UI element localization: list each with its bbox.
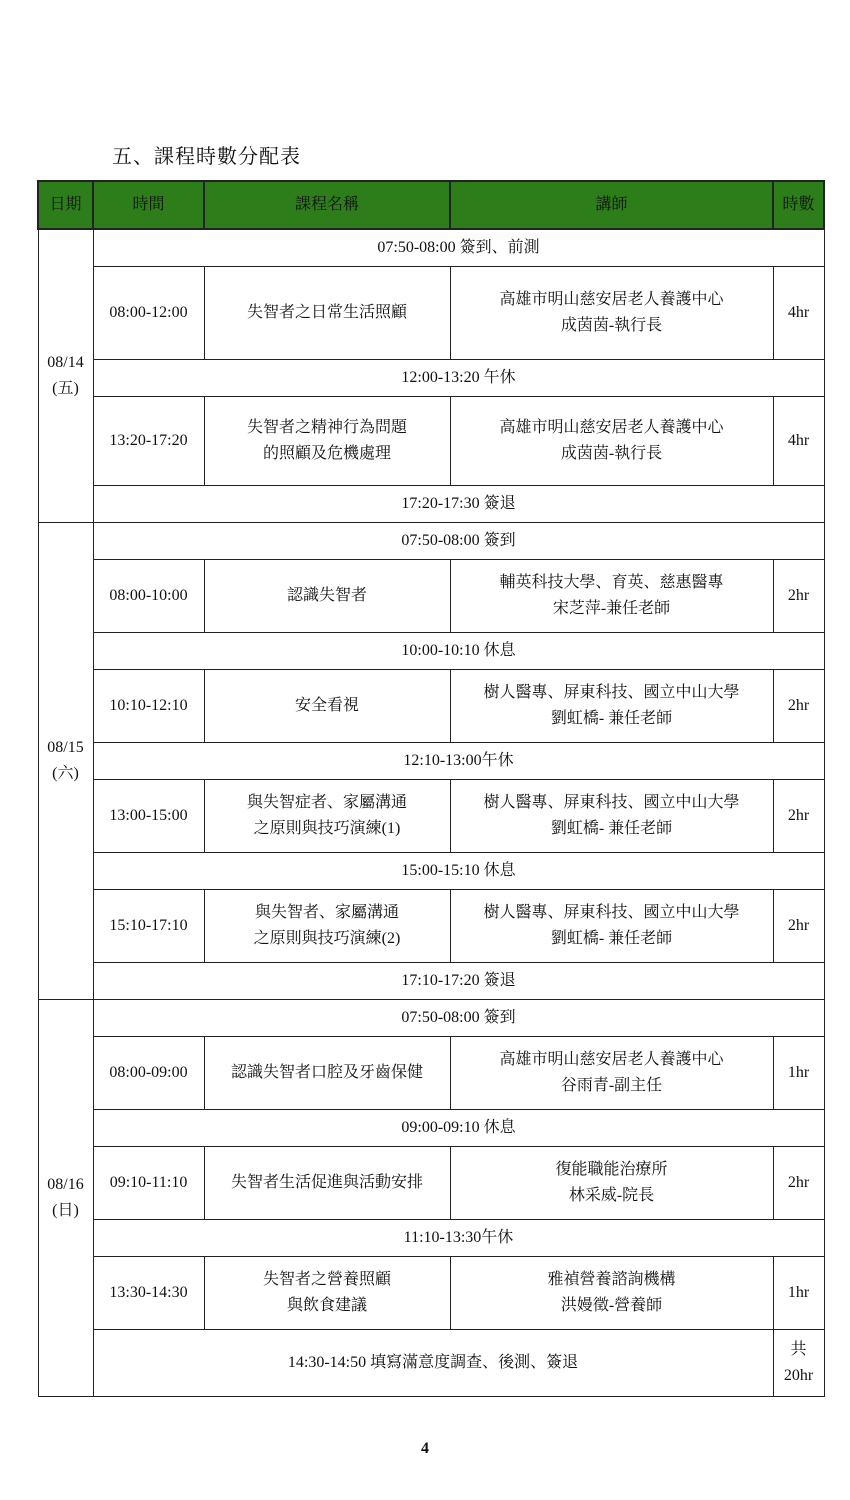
section-title: 五、課程時數分配表 bbox=[112, 146, 301, 168]
break-row bbox=[38, 1220, 824, 1257]
lecture-row bbox=[38, 560, 824, 633]
hours-cell: 2hr bbox=[773, 780, 824, 853]
header-time: 時間 bbox=[93, 181, 204, 229]
course-cell bbox=[204, 1257, 450, 1330]
lecturer-org: 樹人醫專、屏東科技、國立中山大學 bbox=[483, 904, 740, 922]
total-label: 共 bbox=[790, 1341, 807, 1359]
break-text: 07:50-08:00 簽到、前測 bbox=[93, 229, 824, 267]
break-row bbox=[38, 229, 824, 267]
course-cell bbox=[204, 397, 450, 486]
time-cell: 09:10-11:10 bbox=[93, 1147, 204, 1220]
lecturer-org: 高雄市明山慈安居老人養護中心 bbox=[499, 419, 724, 437]
lecturer-cell bbox=[450, 267, 773, 360]
course-cell bbox=[204, 1037, 450, 1110]
lecturer-cell bbox=[450, 1147, 773, 1220]
course-cell bbox=[204, 267, 450, 360]
hours-cell: 2hr bbox=[773, 890, 824, 963]
hours-cell: 1hr bbox=[773, 1257, 824, 1330]
break-text: 17:10-17:20 簽退 bbox=[93, 963, 824, 1000]
course-cell bbox=[204, 560, 450, 633]
break-text: 15:00-15:10 休息 bbox=[93, 853, 824, 890]
course-line-2: 之原則與技巧演練(2) bbox=[253, 930, 401, 947]
schedule-table bbox=[37, 180, 825, 1397]
break-row bbox=[38, 523, 824, 560]
lecturer-name: 林采威-院長 bbox=[568, 1187, 655, 1204]
header-course: 課程名稱 bbox=[204, 181, 450, 229]
lecturer-org: 高雄市明山慈安居老人養護中心 bbox=[499, 291, 724, 309]
break-text: 09:00-09:10 休息 bbox=[93, 1110, 824, 1147]
course-line-1: 認識失智者 bbox=[286, 587, 367, 605]
lecturer-name: 劉虹橋- 兼任老師 bbox=[550, 710, 673, 727]
date-value: 08/14 bbox=[47, 354, 84, 372]
date-cell bbox=[38, 523, 93, 1000]
lecture-row bbox=[38, 397, 824, 486]
lecturer-name: 谷雨青-副主任 bbox=[560, 1077, 663, 1094]
lecturer-cell bbox=[450, 780, 773, 853]
header-lecturer: 講師 bbox=[450, 181, 773, 229]
lecturer-name: 宋芝萍-兼任老師 bbox=[552, 600, 671, 617]
time-cell: 10:10-12:10 bbox=[93, 670, 204, 743]
lecturer-org: 復能職能治療所 bbox=[555, 1161, 668, 1179]
date-cell bbox=[38, 1000, 93, 1397]
table-header-row bbox=[38, 181, 824, 229]
lecturer-name: 洪嫚徵-營養師 bbox=[560, 1297, 663, 1314]
weekday-value: (六) bbox=[52, 765, 79, 782]
final-row bbox=[38, 1330, 824, 1397]
course-line-2: 的照顧及危機處理 bbox=[262, 445, 391, 462]
course-line-1: 失智者之精神行為問題 bbox=[246, 419, 407, 437]
final-text: 14:30-14:50 填寫滿意度調查、後測、簽退 bbox=[93, 1330, 773, 1397]
course-line-1: 安全看視 bbox=[294, 697, 359, 715]
hours-cell: 2hr bbox=[773, 560, 824, 633]
course-line-1: 失智者生活促進與活動安排 bbox=[230, 1174, 423, 1192]
lecturer-org: 高雄市明山慈安居老人養護中心 bbox=[499, 1051, 724, 1069]
break-row bbox=[38, 963, 824, 1000]
break-row bbox=[38, 1000, 824, 1037]
break-row bbox=[38, 743, 824, 780]
lecturer-org: 樹人醫專、屏東科技、國立中山大學 bbox=[483, 794, 740, 812]
lecturer-name: 劉虹橋- 兼任老師 bbox=[550, 820, 673, 837]
break-text: 12:00-13:20 午休 bbox=[93, 360, 824, 397]
page-number: 4 bbox=[421, 1440, 429, 1457]
course-cell bbox=[204, 670, 450, 743]
hours-cell: 4hr bbox=[773, 267, 824, 360]
break-text: 07:50-08:00 簽到 bbox=[93, 523, 824, 560]
time-cell: 13:20-17:20 bbox=[93, 397, 204, 486]
hours-cell: 2hr bbox=[773, 1147, 824, 1220]
date-value: 08/16 bbox=[47, 1176, 84, 1194]
break-row bbox=[38, 486, 824, 523]
course-line-1: 認識失智者口腔及牙齒保健 bbox=[230, 1064, 423, 1082]
lecture-row bbox=[38, 1037, 824, 1110]
header-date: 日期 bbox=[38, 181, 93, 229]
break-text: 10:00-10:10 休息 bbox=[93, 633, 824, 670]
lecturer-cell bbox=[450, 560, 773, 633]
course-line-2: 與飲食建議 bbox=[286, 1297, 367, 1314]
break-text: 17:20-17:30 簽退 bbox=[93, 486, 824, 523]
header-hours: 時數 bbox=[773, 181, 824, 229]
total-hours-cell bbox=[773, 1330, 824, 1397]
course-cell bbox=[204, 1147, 450, 1220]
time-cell: 15:10-17:10 bbox=[93, 890, 204, 963]
lecture-row bbox=[38, 267, 824, 360]
lecturer-cell bbox=[450, 890, 773, 963]
lecture-row bbox=[38, 890, 824, 963]
hours-cell: 1hr bbox=[773, 1037, 824, 1110]
schedule-body bbox=[38, 229, 824, 1397]
date-cell bbox=[38, 229, 93, 523]
course-line-2: 之原則與技巧演練(1) bbox=[253, 820, 401, 837]
course-line-1: 與失智者、家屬溝通 bbox=[254, 904, 399, 922]
course-line-1: 與失智症者、家屬溝通 bbox=[246, 794, 407, 812]
time-cell: 08:00-12:00 bbox=[93, 267, 204, 360]
course-line-1: 失智者之日常生活照顧 bbox=[246, 304, 407, 322]
lecturer-cell bbox=[450, 397, 773, 486]
break-text: 07:50-08:00 簽到 bbox=[93, 1000, 824, 1037]
lecture-row bbox=[38, 780, 824, 853]
course-cell bbox=[204, 780, 450, 853]
lecturer-org: 雅禎營養諮詢機構 bbox=[547, 1271, 676, 1289]
lecturer-cell bbox=[450, 1257, 773, 1330]
break-row bbox=[38, 853, 824, 890]
total-value: 20hr bbox=[783, 1367, 814, 1384]
weekday-value: (五) bbox=[52, 380, 79, 397]
lecture-row bbox=[38, 1147, 824, 1220]
hours-cell: 4hr bbox=[773, 397, 824, 486]
lecturer-name: 成茵茵-執行長 bbox=[560, 445, 663, 462]
lecturer-org: 輔英科技大學、育英、慈惠醫專 bbox=[499, 574, 724, 592]
break-text: 12:10-13:00午休 bbox=[93, 743, 824, 780]
break-row bbox=[38, 633, 824, 670]
time-cell: 08:00-10:00 bbox=[93, 560, 204, 633]
lecture-row bbox=[38, 670, 824, 743]
weekday-value: (日) bbox=[52, 1202, 79, 1219]
course-cell bbox=[204, 890, 450, 963]
time-cell: 13:00-15:00 bbox=[93, 780, 204, 853]
time-cell: 08:00-09:00 bbox=[93, 1037, 204, 1110]
break-text: 11:10-13:30午休 bbox=[93, 1220, 824, 1257]
break-row bbox=[38, 1110, 824, 1147]
lecturer-name: 成茵茵-執行長 bbox=[560, 317, 663, 334]
lecturer-cell bbox=[450, 1037, 773, 1110]
lecturer-cell bbox=[450, 670, 773, 743]
hours-cell: 2hr bbox=[773, 670, 824, 743]
lecture-row bbox=[38, 1257, 824, 1330]
lecturer-org: 樹人醫專、屏東科技、國立中山大學 bbox=[483, 684, 740, 702]
date-value: 08/15 bbox=[47, 739, 84, 757]
break-row bbox=[38, 360, 824, 397]
lecturer-name: 劉虹橋- 兼任老師 bbox=[550, 930, 673, 947]
time-cell: 13:30-14:30 bbox=[93, 1257, 204, 1330]
course-line-1: 失智者之營養照顧 bbox=[262, 1271, 391, 1289]
